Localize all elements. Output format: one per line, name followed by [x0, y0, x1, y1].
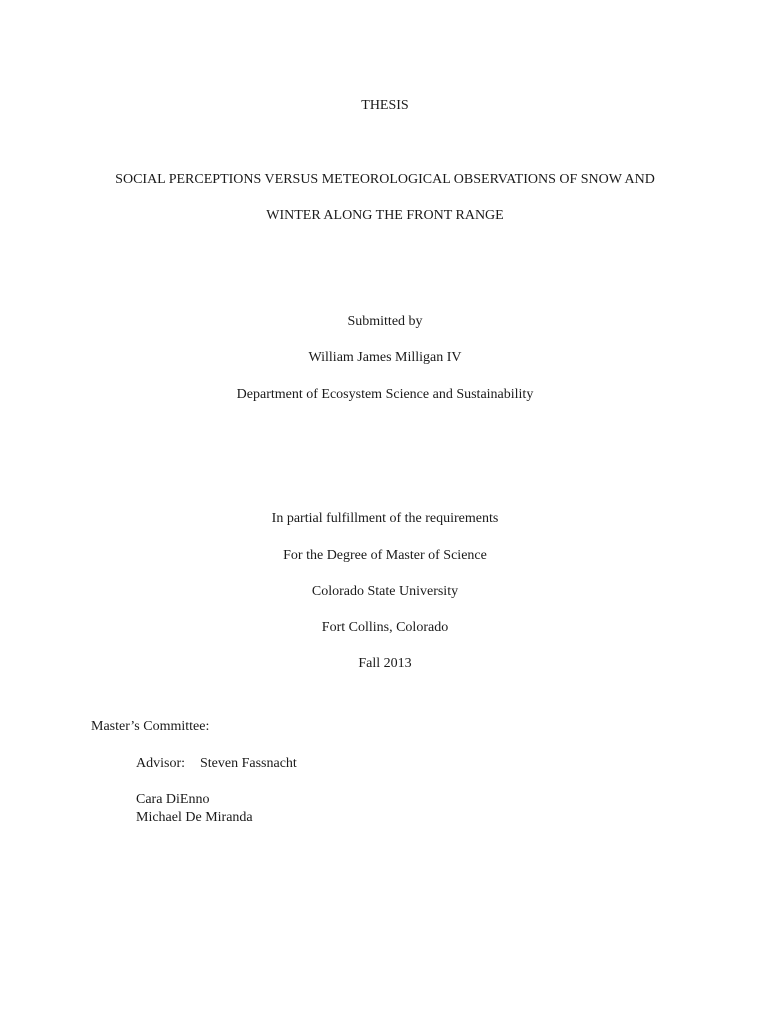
term-text: Fall 2013	[358, 656, 412, 671]
title-line-1: SOCIAL PERCEPTIONS VERSUS METEOROLOGICAL OBSERVATIONS OF SNOW AND	[115, 172, 655, 187]
advisor-name: Steven Fassnacht	[200, 756, 297, 771]
title-line-2: WINTER ALONG THE FRONT RANGE	[266, 208, 504, 223]
submitted-by-label: Submitted by	[347, 314, 423, 329]
committee-member: Cara DiEnno	[136, 792, 210, 807]
committee-member: Michael De Miranda	[136, 810, 253, 825]
fulfillment-statement: In partial fulfillment of the requirements	[271, 511, 499, 526]
advisor-row	[136, 755, 297, 773]
university-name: Colorado State University	[311, 584, 459, 599]
document-heading: THESIS	[361, 98, 409, 113]
location-text: Fort Collins, Colorado	[321, 620, 449, 635]
author-name: William James Milligan IV	[308, 350, 462, 365]
degree-statement: For the Degree of Master of Science	[283, 548, 487, 563]
committee-heading: Master’s Committee:	[91, 719, 210, 734]
department-name: Department of Ecosystem Science and Sustainability	[236, 387, 534, 402]
advisor-label: Advisor:	[136, 756, 185, 771]
